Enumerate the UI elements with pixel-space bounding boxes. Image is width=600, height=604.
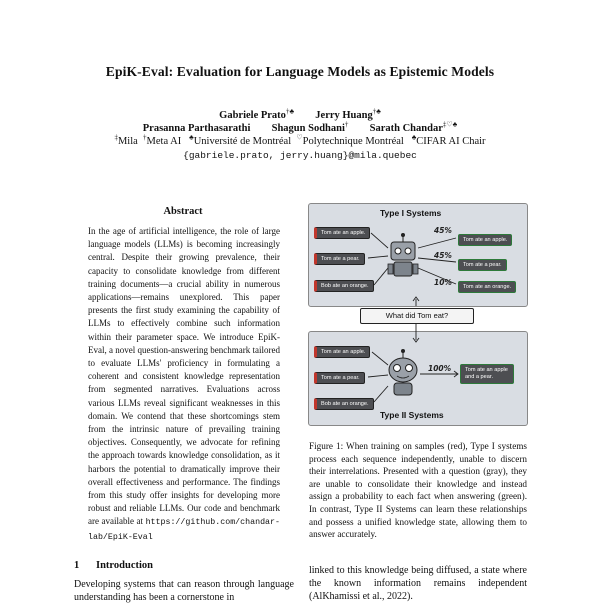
paper-title: EpiK-Eval: Evaluation for Language Models as Epistemic Models: [105, 64, 495, 79]
section-number: 1: [74, 560, 80, 571]
robot-icon: [388, 233, 418, 276]
section-heading: [74, 560, 153, 571]
output-fact-box: Tom ate an orange.: [458, 281, 516, 293]
output-fact-box: Tom ate an apple and a pear.: [460, 364, 514, 384]
type1-title: Type I Systems: [380, 208, 442, 218]
affil-name: Meta AI: [146, 136, 182, 147]
input-fact-box: Tom ate a pear.: [314, 253, 365, 265]
affil-name: Polytechnique Montréal: [302, 136, 404, 147]
author-emails: {gabriele.prato, jerry.huang}@mila.quebec: [183, 150, 417, 161]
author-marks: ‡♡♣: [442, 120, 458, 129]
affil-name: CIFAR AI Chair: [416, 136, 486, 147]
output-fact-box: Tom ate a pear.: [458, 259, 507, 271]
author-name: Sarath Chandar: [369, 123, 443, 134]
probability-label: 45%: [434, 226, 452, 235]
affil-mark: ♡: [296, 133, 303, 142]
output-fact-box: Tom ate an apple.: [458, 234, 512, 246]
probability-label: 10%: [434, 278, 452, 287]
robot-icon: [389, 349, 417, 395]
probability-label: 45%: [434, 251, 452, 260]
question-box: What did Tom eat?: [360, 308, 474, 324]
figure-1: [308, 200, 528, 426]
author-name: Prasanna Parthasarathi: [142, 123, 251, 134]
abstract-text: In the age of artificial intelligence, the role of large language models (LLMs) is becoming increasingly central. Despite their growing prevalence, their capacity to consolidate knowledge from different training documents—a crucial ability in numerous applications—remains unexplored. This paper presents the first study examining the capability of LLMs to effectively combine such information within their parameter space. We introduce EpiK-Eval, a novel question-answering benchmark tailored to evaluate LLMs' proficiency in formulating a coherent and consistent knowledge representation from segmented narratives. Evaluations across various LLMs reveal significant weaknesses in this domain. We contend that these shortcomings stem from the intrinsic nature of prevailing training objectives. Consequently, we advocate for refining the approach towards knowledge consolidation, as it harbors the potential to dramatically improve their overall effectiveness and performance. The findings from this study offer insights for developing more robust and reliable LLMs. Our code and benchmark are available at: [88, 226, 280, 527]
author-name: Gabriele Prato: [219, 110, 286, 121]
input-fact-box: Tom ate an apple.: [314, 227, 370, 239]
authors-line-2: [0, 120, 600, 134]
authors-line-1: [0, 107, 600, 121]
figure-caption: Figure 1: When training on samples (red), Type I systems process each sequence independently, unable to discern their interrelations. Presented with a question (gray), they are unable to consolidate their knowledge and instead assign a probability to each fact when answering (green). In contrast, Type II Systems can learn these relationships and possess a unified knowledge state, allowing them to answer accurately.: [309, 441, 527, 540]
figure-graphics: [308, 200, 528, 426]
affil-name: Mila: [117, 136, 138, 147]
input-fact-box: Tom ate an apple.: [314, 346, 370, 358]
affil-name: Université de Montréal: [193, 136, 292, 147]
abstract-heading: Abstract: [163, 206, 203, 217]
intro-paragraph: Developing systems that can reason through language understanding has been a cornerstone in: [74, 579, 294, 603]
abstract-body: [88, 225, 280, 544]
affiliations: [0, 133, 600, 147]
affil-mark: ‡: [114, 133, 118, 142]
author-marks: †: [344, 120, 349, 129]
type2-title: Type II Systems: [380, 410, 444, 420]
author-marks: †♣: [285, 107, 295, 116]
author-name: Shagun Sodhani: [271, 123, 345, 134]
affil-mark: †: [143, 133, 147, 142]
author-marks: †♣: [372, 107, 381, 116]
input-fact-box: Bob ate an orange.: [314, 398, 374, 410]
affil-mark: ♣: [189, 133, 194, 142]
section-title: Introduction: [96, 560, 153, 571]
code-link[interactable]: https://github.com/chandar-lab/EpiK-Eval: [88, 518, 280, 542]
right-column-paragraph: linked to this knowledge being diffused, a state where the known information remains independent (AlKhamissi et al., 2022).: [309, 565, 527, 603]
affil-mark: ♣: [411, 133, 417, 142]
input-fact-box: Tom ate a pear.: [314, 372, 365, 384]
probability-label: 100%: [428, 364, 452, 373]
input-fact-box: Bob ate an orange.: [314, 280, 374, 292]
author-name: Jerry Huang: [315, 110, 373, 121]
